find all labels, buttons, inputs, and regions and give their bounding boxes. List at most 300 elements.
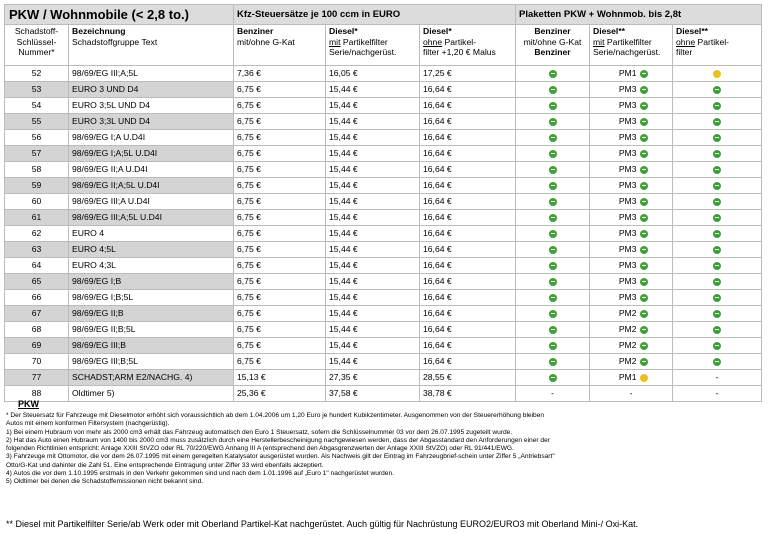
plak-diesel-ohne-cell [673,290,762,306]
plak-benz-green-badge-icon [549,278,557,286]
plak-ohne-green-badge-icon [713,150,721,158]
plak-ohne-green-badge-icon [713,326,721,334]
benziner-tax: 6,75 € [234,274,326,290]
footnote-line: 5) Oldtimer bei denen die Schadstoffemissionen nicht bekannt sind. [6,478,204,486]
diesel-mit-tax: 15,44 € [326,258,420,274]
plak-ohne-green-badge-icon [713,358,721,366]
diesel-mit-tax: 15,44 € [326,274,420,290]
plak-benz-cell [516,226,590,242]
bezeichnung: 98/69/EG III;A U.D4I [69,194,234,210]
diesel-mit-tax: 15,44 € [326,306,420,322]
pm-class: PM3 [618,212,637,223]
benziner-tax: 6,75 € [234,258,326,274]
benziner-tax: 6,75 € [234,242,326,258]
plak-pm-green-badge-icon [640,246,648,254]
plak-ohne-green-badge-icon [713,294,721,302]
col4-rest: Partikelfilter [340,36,388,47]
schluessel-nummer: 64 [5,258,69,274]
plak-diesel-ohne-cell [673,338,762,354]
footnote-line: 1) Bei einem Hubraum von mehr als 2000 cm3 erhält das Fahrzeug automatisch den Euro 1 Steuersatz, sofern die Schlüsselnummer 03 vor dem 26.07.1995 zugeteilt wurde. [6,428,513,436]
diesel-ohne-tax: 16,64 € [420,210,516,226]
plak-pm-green-badge-icon [640,310,648,318]
plak-ohne-green-badge-icon [713,102,721,110]
plak-benz-cell [516,82,590,98]
pm-class: PM3 [618,100,637,111]
benziner-tax: 6,75 € [234,210,326,226]
plak-ohne-green-badge-icon [713,342,721,350]
benziner-tax: 6,75 € [234,114,326,130]
benziner-tax: 25,36 € [234,386,326,402]
schluessel-nummer: 88 [5,386,69,402]
plak-diesel-mit-cell [590,306,673,322]
plak-diesel-mit-cell [590,242,673,258]
schluessel-nummer: 63 [5,242,69,258]
bezeichnung: SCHADST;ARM E2/NACHG. 4) [69,370,234,386]
col7-sub2: Serie/nachgerüst. [593,47,661,58]
plak-diesel-mit-cell [590,98,673,114]
table-row [5,210,762,226]
bezeichnung: EURO 3;3L UND D4 [69,114,234,130]
bezeichnung: EURO 4 [69,226,234,242]
footnote-line: 3) Fahrzeuge mit Ottomotor, die vor dem 26.07.1995 mit einem geregelten Katalysator ausgerüstet wurden. Als Nachweis gilt der Eintrag im Fahrzeugbrief-schein unter Ziffer 5 „Antriebsart" [6,453,555,461]
plak-pm-green-badge-icon [640,278,648,286]
schluessel-nummer: 59 [5,178,69,194]
plak-benz-cell [516,290,590,306]
plak-diesel-mit-cell [590,194,673,210]
table-row [5,242,762,258]
plak-ohne-yellow-badge-icon [713,70,721,78]
group-header-row [5,5,762,25]
plak-benz-cell [516,354,590,370]
pm-class: PM3 [618,84,637,95]
diesel-mit-tax: 16,05 € [326,66,420,82]
footnote-line: * Der Steuersatz für Fahrzeuge mit Dieselmotor erhöht sich voraussichtlich ab dem 1.04.2006 um 1,20 Euro je hundert Kubikzentimeter. Ausgenommen von der Steuererhöhung bleiben [6,412,545,419]
plak-benz-cell [516,370,590,386]
plak-diesel-ohne-cell: - [673,386,762,402]
schluessel-nummer: 53 [5,82,69,98]
plak-diesel-mit-cell [590,162,673,178]
plak-diesel-mit-cell: - [590,386,673,402]
diesel-ohne-tax: 16,64 € [420,338,516,354]
plak-diesel-ohne-cell [673,98,762,114]
benziner-tax: 6,75 € [234,178,326,194]
plak-diesel-ohne-cell [673,242,762,258]
pm-class: PM3 [618,196,637,207]
pm-class: PM3 [618,260,637,271]
bezeichnung: Oldtimer 5) [69,386,234,402]
diesel-mit-tax: 15,44 € [326,130,420,146]
pm-class: PM2 [618,356,637,367]
diesel-ohne-tax: 16,64 € [420,290,516,306]
diesel-mit-tax: 15,44 € [326,162,420,178]
diesel-ohne-tax: 16,64 € [420,130,516,146]
footnote-line: 2) Hat das Auto einen Hubraum von 1400 bis 2000 cm3 muss zusätzlich durch eine Herstellerbescheinigung nachgewiesen werden, dass der Abgasstandard den Anforderungen einer der [6,436,550,444]
pm-class: PM2 [618,324,637,335]
plak-pm-green-badge-icon [640,102,648,110]
pm-class: PM3 [618,148,637,159]
plak-pm-green-badge-icon [640,214,648,222]
benziner-tax: 7,36 € [234,66,326,82]
diesel-mit-tax: 15,44 € [326,354,420,370]
diesel-mit-tax: 15,44 € [326,114,420,130]
table-row [5,130,762,146]
plak-diesel-ohne-cell [673,306,762,322]
schluessel-nummer: 66 [5,290,69,306]
footnote-line: folgenden Richtlinien entspricht: Anlage XXIII StVZO oder RL 70/220/EWG Anhang III A (entsprechend den Abgasgrenzwerten der Anlage XXIII StVZO) oder RL 91/441/EWG. [6,445,514,453]
bezeichnung: 98/69/EG I;B;5L [69,290,234,306]
bezeichnung: 98/69/EG II;B;5L [69,322,234,338]
plak-benz-cell [516,306,590,322]
benziner-tax: 6,75 € [234,194,326,210]
plak-diesel-mit-cell [590,66,673,82]
plak-benz-green-badge-icon [549,70,557,78]
schluessel-nummer: 52 [5,66,69,82]
bezeichnung: 98/69/EG III;A;5L U.D4I [69,210,234,226]
plak-benz-cell [516,146,590,162]
bezeichnung: 98/69/EG II;B [69,306,234,322]
schluessel-nummer: 61 [5,210,69,226]
col8-rest: Partikel- [695,36,730,47]
plak-benz-green-badge-icon [549,182,557,190]
pm-class: PM3 [618,244,637,255]
plak-benz-green-badge-icon [549,262,557,270]
plak-diesel-ohne-cell [673,210,762,226]
tax-table [4,4,762,402]
plak-benz-cell [516,242,590,258]
plak-pm-green-badge-icon [640,262,648,270]
plak-benz-cell [516,98,590,114]
pm-class: PM3 [618,180,637,191]
col3-sub: mit/ohne G-Kat [237,36,295,47]
pm-class: PM1 [618,372,637,383]
plak-benz-green-badge-icon [549,198,557,206]
plak-diesel-mit-cell [590,354,673,370]
plak-benz-cell [516,178,590,194]
plak-benz-green-badge-icon [549,342,557,350]
col7-underline: mit [593,36,605,47]
plak-ohne-green-badge-icon [713,230,721,238]
plak-diesel-mit-cell [590,130,673,146]
diesel-mit-tax: 37,58 € [326,386,420,402]
schluessel-nummer: 67 [5,306,69,322]
plak-benz-green-badge-icon [549,246,557,254]
col6-sub2: Benziner [534,47,571,58]
plak-diesel-ohne-cell [673,178,762,194]
plak-pm-green-badge-icon [640,118,648,126]
diesel-ohne-tax: 38,78 € [420,386,516,402]
col-header-benz [234,25,326,66]
footnotes [6,412,761,487]
footnote-line: 4) Autos die vor dem 1.10.1995 erstmals in den Verkehr gekommen sind und nach dem 1.01.1996 auf „Euro 1" nachgerüstet wurden. [6,470,394,478]
schluessel-nummer: 62 [5,226,69,242]
plak-diesel-ohne-cell [673,226,762,242]
col5-rest: Partikel- [442,36,477,47]
table-row [5,194,762,210]
plak-benz-cell [516,66,590,82]
table-row [5,258,762,274]
table-row [5,338,762,354]
schluessel-nummer: 55 [5,114,69,130]
col-header-desc [69,25,234,66]
plak-benz-green-badge-icon [549,214,557,222]
diesel-mit-tax: 15,44 € [326,322,420,338]
plak-benz-cell [516,338,590,354]
plak-pm-green-badge-icon [640,294,648,302]
diesel-ohne-tax: 28,55 € [420,370,516,386]
diesel-mit-tax: 15,44 € [326,194,420,210]
table-row [5,226,762,242]
table-row [5,274,762,290]
plak-ohne-green-badge-icon [713,310,721,318]
benziner-tax: 6,75 € [234,322,326,338]
tax-group-header: Kfz-Steuersätze je 100 ccm in EURO [234,5,516,25]
table-body [5,66,762,402]
col-header-plak-benz [516,25,590,66]
bezeichnung: EURO 3;5L UND D4 [69,98,234,114]
plak-diesel-ohne-cell [673,354,762,370]
plak-diesel-mit-cell [590,290,673,306]
plak-diesel-ohne-cell [673,258,762,274]
plak-benz-cell [516,130,590,146]
bezeichnung: 98/69/EG III;A;5L [69,66,234,82]
plak-ohne-green-badge-icon [713,182,721,190]
bezeichnung: EURO 4;3L [69,258,234,274]
plak-benz-green-badge-icon [549,310,557,318]
plak-ohne-green-badge-icon [713,278,721,286]
bezeichnung: 98/69/EG I;A U.D4I [69,130,234,146]
col8-underline: ohne [676,36,696,47]
plak-benz-green-badge-icon [549,118,557,126]
benziner-tax: 6,75 € [234,290,326,306]
table-row [5,178,762,194]
pm-class: PM2 [618,340,637,351]
table-row [5,146,762,162]
schluessel-nummer: 60 [5,194,69,210]
plak-ohne-green-badge-icon [713,134,721,142]
diesel-ohne-tax: 16,64 € [420,194,516,210]
plak-pm-green-badge-icon [640,86,648,94]
diesel-mit-tax: 15,44 € [326,178,420,194]
diesel-mit-tax: 15,44 € [326,98,420,114]
pm-class: PM3 [618,228,637,239]
schluessel-nummer: 57 [5,146,69,162]
plak-pm-green-badge-icon [640,70,648,78]
plak-benz-green-badge-icon [549,374,557,382]
table-row [5,114,762,130]
diesel-mit-tax: 15,44 € [326,226,420,242]
diesel-ohne-tax: 16,64 € [420,226,516,242]
schluessel-nummer: 58 [5,162,69,178]
diesel-mit-tax: 15,44 € [326,338,420,354]
plak-diesel-mit-cell [590,370,673,386]
bezeichnung: EURO 3 UND D4 [69,82,234,98]
plak-diesel-ohne-cell [673,114,762,130]
bezeichnung: 98/69/EG I;A;5L U.D4I [69,146,234,162]
col4-sub2: Serie/nachgerüst. [329,47,397,58]
diesel-ohne-tax: 16,64 € [420,114,516,130]
col1-line1: Schadstoff- [14,26,59,36]
col4-title: Diesel* [329,26,358,36]
benziner-tax: 6,75 € [234,162,326,178]
plak-ohne-green-badge-icon [713,166,721,174]
benziner-tax: 6,75 € [234,338,326,354]
plak-diesel-mit-cell [590,258,673,274]
pm-class: PM3 [618,116,637,127]
footer-keyword: PKW [18,399,39,409]
table-row [5,386,762,402]
col5-sub2: filter +1,20 € Malus [423,47,496,58]
col-header-diesel-mit [326,25,420,66]
plak-benz-cell [516,194,590,210]
plak-benz-green-badge-icon [549,102,557,110]
diesel-mit-tax: 15,44 € [326,146,420,162]
pm-class: PM3 [618,164,637,175]
page-title: PKW / Wohnmobile (< 2,8 to.) [5,5,234,25]
table-row [5,66,762,82]
plak-diesel-mit-cell [590,226,673,242]
plaketten-group-header: Plaketten PKW + Wohnmob. bis 2,8t [516,5,762,25]
col8-sub2: filter [676,47,693,58]
table-row [5,306,762,322]
plak-benz-green-badge-icon [549,230,557,238]
plak-pm-green-badge-icon [640,182,648,190]
benziner-tax: 6,75 € [234,130,326,146]
col4-underline: mit [329,36,341,47]
diesel-ohne-tax: 16,64 € [420,306,516,322]
pm-class: PM3 [618,276,637,287]
plak-benz-green-badge-icon [549,134,557,142]
pm-class: PM1 [618,68,637,79]
plak-diesel-mit-cell [590,114,673,130]
col-header-diesel-ohne [420,25,516,66]
column-header-row [5,25,762,66]
plak-pm-green-badge-icon [640,166,648,174]
col-header-plak-diesel-mit [590,25,673,66]
plak-benz-green-badge-icon [549,294,557,302]
table-row [5,162,762,178]
schluessel-nummer: 54 [5,98,69,114]
plak-pm-green-badge-icon [640,230,648,238]
plak-diesel-mit-cell [590,322,673,338]
diesel-ohne-tax: 16,64 € [420,146,516,162]
table-row [5,98,762,114]
diesel-ohne-tax: 16,64 € [420,274,516,290]
plak-diesel-ohne-cell [673,194,762,210]
plak-pm-yellow-badge-icon [640,374,648,382]
schluessel-nummer: 70 [5,354,69,370]
diesel-ohne-tax: 16,64 € [420,162,516,178]
plak-diesel-ohne-cell [673,274,762,290]
plak-pm-green-badge-icon [640,342,648,350]
pm-class: PM3 [618,292,637,303]
col5-underline: ohne [423,36,443,47]
pm-class: PM3 [618,132,637,143]
col6-title: Benziner [534,26,571,36]
bezeichnung: 98/69/EG I;B [69,274,234,290]
plak-diesel-mit-cell [590,210,673,226]
col2-sub: Schadstoffgruppe Text [72,36,158,47]
diesel-mit-tax: 15,44 € [326,290,420,306]
diesel-mit-tax: 15,44 € [326,210,420,226]
footnote-line: Autos mit einem konformen Filtersystem (nachgerüstig). [6,420,170,428]
plak-ohne-green-badge-icon [713,198,721,206]
benziner-tax: 6,75 € [234,98,326,114]
table-row [5,354,762,370]
plak-benz-green-badge-icon [549,326,557,334]
plak-benz-cell [516,258,590,274]
diesel-ohne-tax: 16,64 € [420,98,516,114]
diesel-ohne-tax: 17,25 € [420,66,516,82]
bezeichnung: 98/69/EG III;B;5L [69,354,234,370]
plak-benz-green-badge-icon [549,86,557,94]
diesel-ohne-tax: 16,64 € [420,258,516,274]
schluessel-nummer: 69 [5,338,69,354]
plak-benz-green-badge-icon [549,358,557,366]
plak-diesel-mit-cell [590,338,673,354]
plak-diesel-ohne-cell [673,162,762,178]
diesel-ohne-tax: 16,64 € [420,178,516,194]
benziner-tax: 6,75 € [234,306,326,322]
plak-benz-cell [516,274,590,290]
plak-diesel-mit-cell [590,146,673,162]
plak-pm-green-badge-icon [640,134,648,142]
table-row [5,370,762,386]
plak-benz-cell [516,162,590,178]
diesel-ohne-tax: 16,64 € [420,242,516,258]
bezeichnung: EURO 4;5L [69,242,234,258]
table-row [5,322,762,338]
plak-benz-cell [516,114,590,130]
benziner-tax: 6,75 € [234,354,326,370]
plak-benz-green-badge-icon [549,150,557,158]
plak-diesel-mit-cell [590,82,673,98]
plak-ohne-green-badge-icon [713,118,721,126]
col5-title: Diesel* [423,26,452,36]
col1-line2: Schlüssel- [16,36,57,47]
plak-benz-cell: - [516,386,590,402]
col3-title: Benziner [237,26,274,36]
plak-ohne-green-badge-icon [713,214,721,222]
benziner-tax: 6,75 € [234,82,326,98]
plak-ohne-green-badge-icon [713,246,721,254]
col-header-plak-diesel-ohne [673,25,762,66]
table-row [5,290,762,306]
plak-pm-green-badge-icon [640,198,648,206]
benziner-tax: 15,13 € [234,370,326,386]
plak-diesel-mit-cell [590,274,673,290]
schluessel-nummer: 65 [5,274,69,290]
plak-ohne-green-badge-icon [713,86,721,94]
plak-pm-green-badge-icon [640,150,648,158]
col8-title: Diesel** [676,26,709,36]
plak-ohne-green-badge-icon [713,262,721,270]
col7-rest: Partikelfilter [604,36,652,47]
plak-diesel-ohne-cell [673,82,762,98]
col1-line3: Nummer* [18,47,55,58]
plak-diesel-ohne-cell [673,322,762,338]
col7-title: Diesel** [593,26,626,36]
diesel-mit-tax: 15,44 € [326,242,420,258]
plak-diesel-ohne-cell: - [673,370,762,386]
bezeichnung: 98/69/EG II;A U.D4I [69,162,234,178]
schluessel-nummer: 77 [5,370,69,386]
bottom-note: ** Diesel mit Partikelfilter Serie/ab Werk oder mit Oberland Partikel-Kat nachgerüstet. Auch gültig für Nachrüstung EURO2/EURO3 mit Oberland Mini-/ Oxi-Kat. [6,519,639,529]
table-row [5,82,762,98]
bezeichnung: 98/69/EG II;A;5L U.D4I [69,178,234,194]
diesel-mit-tax: 15,44 € [326,82,420,98]
plak-diesel-ohne-cell [673,130,762,146]
col2-title: Bezeichnung [72,26,126,36]
